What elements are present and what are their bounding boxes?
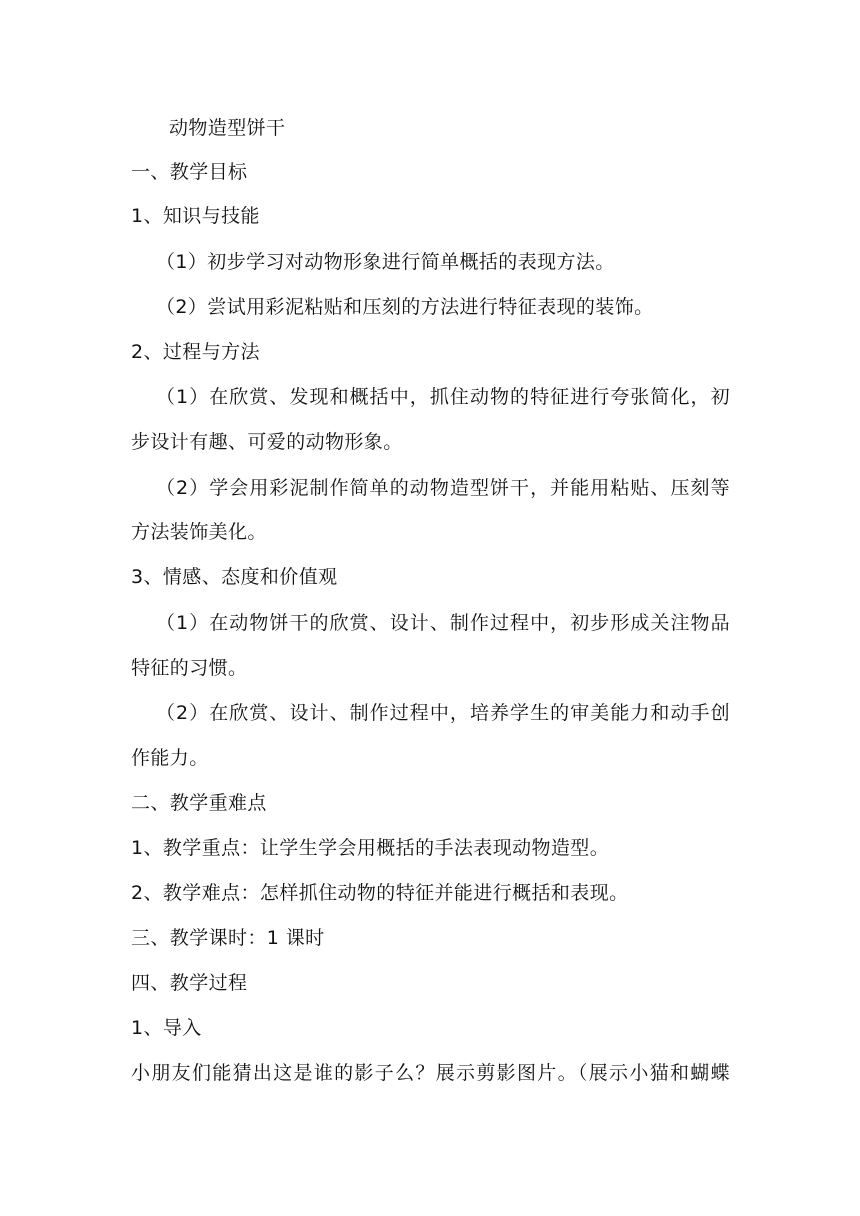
paragraph-line: （2）在欣赏、设计、制作过程中，培养学生的审美能力和动手创 (156, 702, 730, 724)
paragraph-line: （1）在欣赏、发现和概括中，抓住动物的特征进行夸张简化，初 (156, 386, 730, 408)
paragraph-line: （1）初步学习对动物形象进行简单概括的表现方法。 (156, 251, 615, 273)
paragraph-line: 小朋友们能猜出这是谁的影子么？展示剪影图片。（展示小猫和蝴蝶 (131, 1062, 730, 1084)
paragraph-line: 2、教学难点：怎样抓住动物的特征并能进行概括和表现。 (131, 882, 629, 904)
paragraph-line: 1、教学重点：让学生学会用概括的手法表现动物造型。 (131, 837, 610, 859)
subsection-heading: 1、知识与技能 (131, 205, 260, 227)
document-title: 动物造型饼干 (169, 117, 286, 139)
subsection-heading: 2、过程与方法 (131, 341, 260, 363)
section-heading: 一、教学目标 (131, 161, 248, 183)
section-heading: 四、教学过程 (131, 972, 248, 994)
paragraph-line: 作能力。 (131, 747, 209, 769)
section-heading: 三、教学课时：1 课时 (131, 927, 325, 949)
paragraph-line: （1）在动物饼干的欣赏、设计、制作过程中，初步形成关注物品 (156, 612, 730, 634)
subsection-heading: 3、情感、态度和价值观 (131, 566, 338, 588)
section-heading: 二、教学重难点 (131, 792, 267, 814)
subsection-heading: 1、导入 (131, 1017, 202, 1039)
paragraph-line: 方法装饰美化。 (131, 521, 267, 543)
paragraph-line: 步设计有趣、可爱的动物形象。 (131, 431, 403, 453)
paragraph-line: （2）尝试用彩泥粘贴和压刻的方法进行特征表现的装饰。 (156, 296, 654, 318)
paragraph-line: 特征的习惯。 (131, 657, 248, 679)
paragraph-line: （2）学会用彩泥制作简单的动物造型饼干，并能用粘贴、压刻等 (156, 477, 730, 499)
